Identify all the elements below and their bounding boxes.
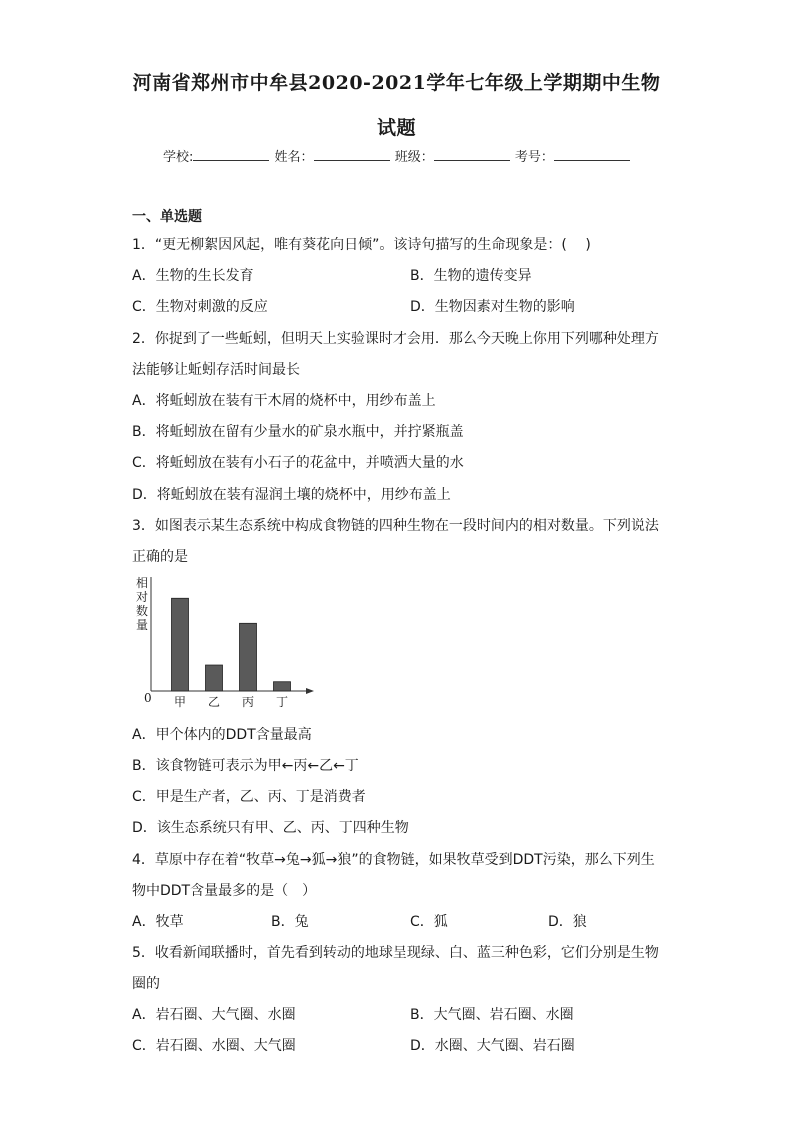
bar-2: [240, 623, 257, 691]
q1-option-a[interactable]: A．生物的生长发育: [132, 268, 254, 284]
x-tick-label-3: 丁: [275, 695, 289, 709]
q3-option-b[interactable]: B．该食物链可表示为甲←丙←乙←丁: [132, 758, 359, 774]
q4-option-b[interactable]: B．兔: [271, 914, 309, 930]
section-heading: 一、单选题: [132, 209, 202, 225]
student-info-row: [163, 146, 643, 165]
q4-stem-continued: 物中DDT含量最多的是（ ）: [132, 883, 317, 899]
name-label: 姓名：: [274, 150, 314, 165]
page-title-continued: 试题: [376, 117, 416, 139]
class-blank[interactable]: [434, 148, 510, 161]
q4-option-d[interactable]: D．狼: [548, 914, 587, 930]
population-bar-chart: [130, 575, 330, 715]
q2-option-d[interactable]: D．将蚯蚓放在装有湿润土壤的烧杯中，用纱布盖上: [132, 487, 451, 503]
q4-option-a[interactable]: A．牧草: [132, 914, 184, 930]
q5-option-a[interactable]: A．岩石圈、大气圈、水圈: [132, 1007, 296, 1023]
q1-option-c[interactable]: C．生物对刺激的反应: [132, 299, 268, 315]
q2-option-b[interactable]: B．将蚯蚓放在留有少量水的矿泉水瓶中，并拧紧瓶盖: [132, 424, 464, 440]
q2-stem: 2．你捉到了一些蚯蚓，但明天上实验课时才会用．那么今天晚上你用下列哪种处理方: [132, 331, 659, 347]
y-axis-label-char-1: 对: [136, 590, 149, 604]
q3-stem: 3．如图表示某生态系统中构成食物链的四种生物在一段时间内的相对数量。下列说法: [132, 518, 659, 534]
q3-option-c[interactable]: C．甲是生产者，乙、丙、丁是消费者: [132, 789, 366, 805]
q2-option-a[interactable]: A．将蚯蚓放在装有干木屑的烧杯中，用纱布盖上: [132, 393, 436, 409]
q5-option-d[interactable]: D．水圈、大气圈、岩石圈: [410, 1038, 575, 1054]
y-axis-label-char-2: 数: [136, 604, 149, 618]
bar-1: [206, 665, 223, 691]
q3-stem-continued: 正确的是: [132, 549, 188, 565]
exam-number-label: 考号：: [514, 150, 554, 165]
q2-option-c[interactable]: C．将蚯蚓放在装有小石子的花盆中，并喷洒大量的水: [132, 455, 464, 471]
school-label: 学校:: [163, 150, 194, 165]
x-tick-label-0: 甲: [173, 695, 187, 709]
q1-stem: 1．“更无柳絮因风起，唯有葵花向日倾”。该诗句描写的生命现象是：( ): [132, 237, 591, 253]
name-blank[interactable]: [314, 148, 390, 161]
origin-label: 0: [144, 691, 152, 705]
q5-option-c[interactable]: C．岩石圈、水圈、大气圈: [132, 1038, 296, 1054]
x-tick-label-1: 乙: [207, 695, 221, 709]
q5-stem: 5．收看新闻联播时，首先看到转动的地球呈现绿、白、蓝三种色彩，它们分别是生物: [132, 945, 659, 961]
q5-option-b[interactable]: B．大气圈、岩石圈、水圈: [410, 1007, 574, 1023]
x-tick-label-2: 丙: [241, 695, 255, 709]
bar-0: [172, 598, 189, 691]
exam-number-blank[interactable]: [554, 148, 630, 161]
q2-stem-continued: 法能够让蚯蚓存活时间最长: [132, 362, 300, 378]
x-axis-arrow: [306, 688, 314, 694]
y-axis-label-char-0: 相: [136, 576, 149, 590]
y-axis-label-char-3: 量: [136, 618, 149, 632]
q1-option-d[interactable]: D．生物因素对生物的影响: [410, 299, 575, 315]
q3-option-a[interactable]: A．甲个体内的DDT含量最高: [132, 727, 312, 743]
bar-3: [274, 682, 291, 691]
q5-stem-continued: 圈的: [132, 976, 160, 992]
school-blank[interactable]: [193, 148, 269, 161]
q4-option-c[interactable]: C．狐: [410, 914, 448, 930]
y-axis-label: [136, 575, 148, 632]
q4-stem: 4．草原中存在着“牧草→兔→狐→狼”的食物链，如果牧草受到DDT污染，那么下列生: [132, 852, 655, 868]
class-label: 班级：: [394, 150, 434, 165]
page-title: 河南省郑州市中牟县2020-2021学年七年级上学期期中生物: [132, 72, 661, 94]
q3-option-d[interactable]: D．该生态系统只有甲、乙、丙、丁四种生物: [132, 820, 409, 836]
q1-option-b[interactable]: B．生物的遗传变异: [410, 268, 532, 284]
